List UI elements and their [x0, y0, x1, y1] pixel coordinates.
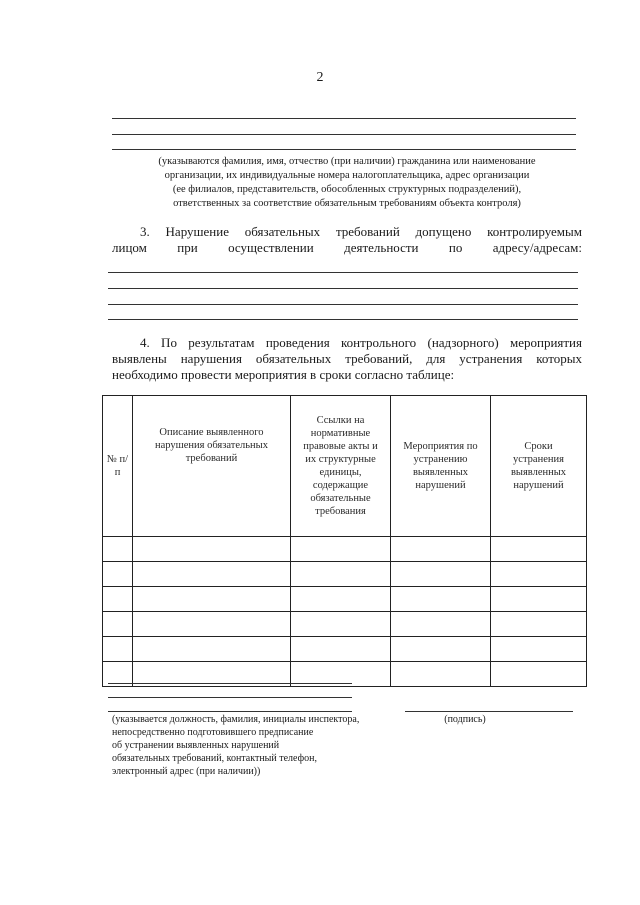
- caption-line: непосредственно подготовившего предписание: [112, 727, 314, 738]
- table-cell[interactable]: [291, 612, 391, 637]
- table-cell[interactable]: [491, 537, 587, 562]
- table-cell[interactable]: [291, 637, 391, 662]
- table-cell[interactable]: [133, 537, 291, 562]
- caption-line: организации, их индивидуальные номера налогоплательщика, адрес организации: [164, 170, 530, 181]
- caption-line: (ее филиалов, представительств, обособленных структурных подразделений),: [172, 184, 522, 195]
- inspector-blank-line-3: [108, 711, 352, 712]
- table-row: [103, 587, 587, 612]
- table-cell[interactable]: [133, 587, 291, 612]
- table-cell[interactable]: [103, 612, 133, 637]
- address-blank-line-4: [108, 319, 578, 320]
- table-cell[interactable]: [391, 637, 491, 662]
- inspector-blank-line-2: [108, 697, 352, 698]
- table-cell[interactable]: [103, 562, 133, 587]
- table-cell[interactable]: [391, 587, 491, 612]
- caption-line: об устранении выявленных нарушений: [112, 740, 280, 751]
- recipient-blank-line-1: [112, 118, 576, 119]
- caption-line: (указываются фамилия, имя, отчество (при наличии) гражданина или наименование: [158, 156, 536, 167]
- table-row: [103, 612, 587, 637]
- header-legal-references: Ссылки на нормативные правовые акты и их структурные единицы, содержащие обязательные требования: [291, 396, 391, 537]
- table-cell[interactable]: [391, 612, 491, 637]
- table-cell[interactable]: [133, 637, 291, 662]
- section-3-paragraph: [112, 224, 582, 256]
- page-number: 2: [316, 70, 324, 85]
- header-number: № п/п: [103, 396, 133, 537]
- table-cell[interactable]: [103, 587, 133, 612]
- violations-table: [102, 395, 587, 687]
- section-4-line-2: выявлены нарушения обязательных требований, для устранения которых: [112, 351, 582, 366]
- table-cell[interactable]: [291, 537, 391, 562]
- address-blank-line-1: [108, 272, 578, 273]
- table-cell[interactable]: [133, 562, 291, 587]
- inspector-caption: [112, 713, 392, 778]
- header-description: Описание выявленного нарушения обязательных требований: [133, 396, 291, 537]
- section-3-line-1: 3. Нарушение обязательных требований допущено контролируемым: [140, 224, 582, 239]
- table-header-row: [103, 396, 587, 537]
- table-cell[interactable]: [491, 637, 587, 662]
- table-row: [103, 537, 587, 562]
- recipient-blank-line-3: [112, 149, 576, 150]
- recipient-caption: [112, 155, 582, 211]
- table-cell[interactable]: [291, 587, 391, 612]
- caption-line: обязательных требований, контактный телефон,: [112, 753, 317, 764]
- table-cell[interactable]: [491, 612, 587, 637]
- inspector-blank-line-1: [108, 683, 352, 684]
- caption-line: электронный адрес (при наличии)): [112, 766, 261, 777]
- section-3-line-2: лицом при осуществлении деятельности по адресу/адресам:: [112, 240, 582, 255]
- header-measures: Мероприятия по устранению выявленных нарушений: [391, 396, 491, 537]
- table-cell[interactable]: [491, 662, 587, 687]
- address-blank-line-2: [108, 288, 578, 289]
- section-4-line-1: 4. По результатам проведения контрольного (надзорного) мероприятия: [140, 335, 582, 350]
- table-cell[interactable]: [391, 662, 491, 687]
- address-blank-line-3: [108, 304, 578, 305]
- signature-caption: (подпись): [444, 714, 486, 725]
- table-cell[interactable]: [133, 612, 291, 637]
- table-cell[interactable]: [491, 587, 587, 612]
- table-cell[interactable]: [491, 562, 587, 587]
- table-cell[interactable]: [391, 562, 491, 587]
- signature-blank-line: [405, 711, 573, 712]
- caption-line: (указывается должность, фамилия, инициалы инспектора,: [112, 714, 360, 725]
- section-4-paragraph: [112, 335, 582, 383]
- table-row: [103, 562, 587, 587]
- table-cell[interactable]: [391, 537, 491, 562]
- section-4-line-3: необходимо провести мероприятия в сроки согласно таблице:: [112, 367, 455, 382]
- recipient-blank-line-2: [112, 134, 576, 135]
- table-cell[interactable]: [103, 537, 133, 562]
- header-deadlines: Сроки устранения выявленных нарушений: [491, 396, 587, 537]
- table-row: [103, 637, 587, 662]
- table-cell[interactable]: [291, 562, 391, 587]
- caption-line: ответственных за соответствие обязательным требованиям объекта контроля): [173, 198, 521, 209]
- table-cell[interactable]: [103, 637, 133, 662]
